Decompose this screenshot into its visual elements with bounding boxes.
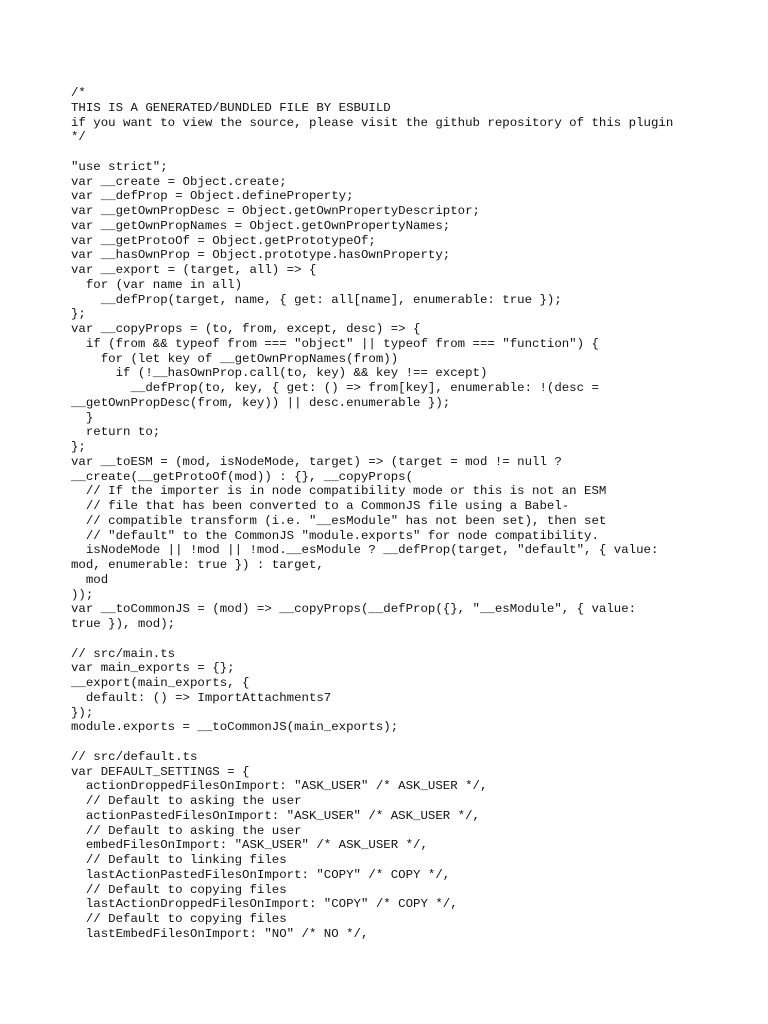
code-line: // file that has been converted to a CommonJS file using a Babel- bbox=[71, 499, 570, 513]
code-line: THIS IS A GENERATED/BUNDLED FILE BY ESBUILD bbox=[71, 100, 391, 115]
code-line: __getOwnPropDesc(from, key)) || desc.enumerable }); bbox=[71, 395, 451, 410]
code-line: __export(main_exports, { bbox=[71, 676, 250, 690]
code-line: // src/default.ts bbox=[71, 749, 198, 764]
code-line: actionPastedFilesOnImport: "ASK_USER" /* ASK_USER */, bbox=[71, 808, 480, 823]
code-line: var __export = (target, all) => { bbox=[71, 263, 317, 277]
code-line: // "default" to the CommonJS "module.exports" for node compatibility. bbox=[71, 528, 599, 543]
code-line: __defProp(target, name, { get: all[name], enumerable: true }); bbox=[71, 292, 562, 307]
code-line bbox=[71, 735, 761, 750]
code-line: var __toCommonJS = (mod) => __copyProps(__defProp({}, "__esModule", { value: bbox=[71, 602, 637, 617]
code-line: if (from && typeof from === "object" || typeof from === "function") { bbox=[71, 336, 599, 351]
code-line: actionDroppedFilesOnImport: "ASK_USER" /* ASK_USER */, bbox=[71, 779, 488, 794]
code-line: default: () => ImportAttachments7 bbox=[71, 690, 332, 705]
code-line: mod, enumerable: true }) : target, bbox=[71, 558, 324, 572]
code-line: for (var name in all) bbox=[71, 277, 243, 292]
code-line: }; bbox=[71, 440, 86, 454]
code-line: // src/main.ts bbox=[71, 646, 176, 661]
code-line: /* bbox=[71, 86, 86, 100]
code-line: mod bbox=[71, 572, 109, 587]
code-line: var __getOwnPropDesc = Object.getOwnPropertyDescriptor; bbox=[71, 204, 480, 218]
code-line bbox=[71, 632, 761, 647]
code-line: lastEmbedFilesOnImport: "NO" /* NO */, bbox=[71, 926, 369, 941]
code-line: lastActionDroppedFilesOnImport: "COPY" /* COPY */, bbox=[71, 897, 458, 912]
code-line: "use strict"; bbox=[71, 159, 168, 174]
code-line: var __toESM = (mod, isNodeMode, target) => (target = mod != null ? bbox=[71, 454, 562, 469]
code-line: for (let key of __getOwnPropNames(from)) bbox=[71, 351, 399, 366]
code-line: // Default to asking the user bbox=[71, 794, 302, 808]
code-line: // Default to copying files bbox=[71, 882, 287, 897]
code-line: isNodeMode || !mod || !mod.__esModule ? __defProp(target, "default", { value: bbox=[71, 543, 659, 558]
code-line: return to; bbox=[71, 425, 161, 440]
code-document bbox=[71, 86, 761, 942]
code-line: __defProp(to, key, { get: () => from[key], enumerable: !(desc = bbox=[71, 381, 599, 395]
code-line: }); bbox=[71, 705, 94, 720]
code-line: // If the importer is in node compatibility mode or this is not an ESM bbox=[71, 484, 607, 499]
code-line: embedFilesOnImport: "ASK_USER" /* ASK_USER */, bbox=[71, 838, 428, 853]
code-line: var __getProtoOf = Object.getPrototypeOf; bbox=[71, 233, 376, 248]
code-line: var __defProp = Object.defineProperty; bbox=[71, 189, 354, 204]
code-line: )); bbox=[71, 587, 94, 602]
code-line: module.exports = __toCommonJS(main_exports); bbox=[71, 720, 399, 735]
code-line: var __getOwnPropNames = Object.getOwnPropertyNames; bbox=[71, 218, 451, 233]
code-line: // compatible transform (i.e. "__esModule" has not been set), then set bbox=[71, 513, 607, 528]
code-line: var DEFAULT_SETTINGS = { bbox=[71, 764, 250, 779]
code-line: // Default to copying files bbox=[71, 912, 287, 926]
code-line: if (!__hasOwnProp.call(to, key) && key !== except) bbox=[71, 366, 488, 381]
code-line: true }), mod); bbox=[71, 617, 176, 631]
code-line: } bbox=[71, 410, 94, 425]
code-line: if you want to view the source, please visit the github repository of this plugin bbox=[71, 115, 674, 130]
code-line: var __create = Object.create; bbox=[71, 174, 287, 189]
code-line: }; bbox=[71, 307, 86, 322]
code-line: __create(__getProtoOf(mod)) : {}, __copyProps( bbox=[71, 469, 414, 484]
code-line: var __hasOwnProp = Object.prototype.hasOwnProperty; bbox=[71, 248, 451, 263]
code-line: // Default to linking files bbox=[71, 853, 287, 867]
code-line: lastActionPastedFilesOnImport: "COPY" /* COPY */, bbox=[71, 867, 451, 882]
code-line: var main_exports = {}; bbox=[71, 661, 235, 676]
code-line bbox=[71, 145, 761, 160]
code-line: */ bbox=[71, 130, 86, 145]
code-line: // Default to asking the user bbox=[71, 823, 302, 838]
code-line: var __copyProps = (to, from, except, desc) => { bbox=[71, 322, 421, 336]
